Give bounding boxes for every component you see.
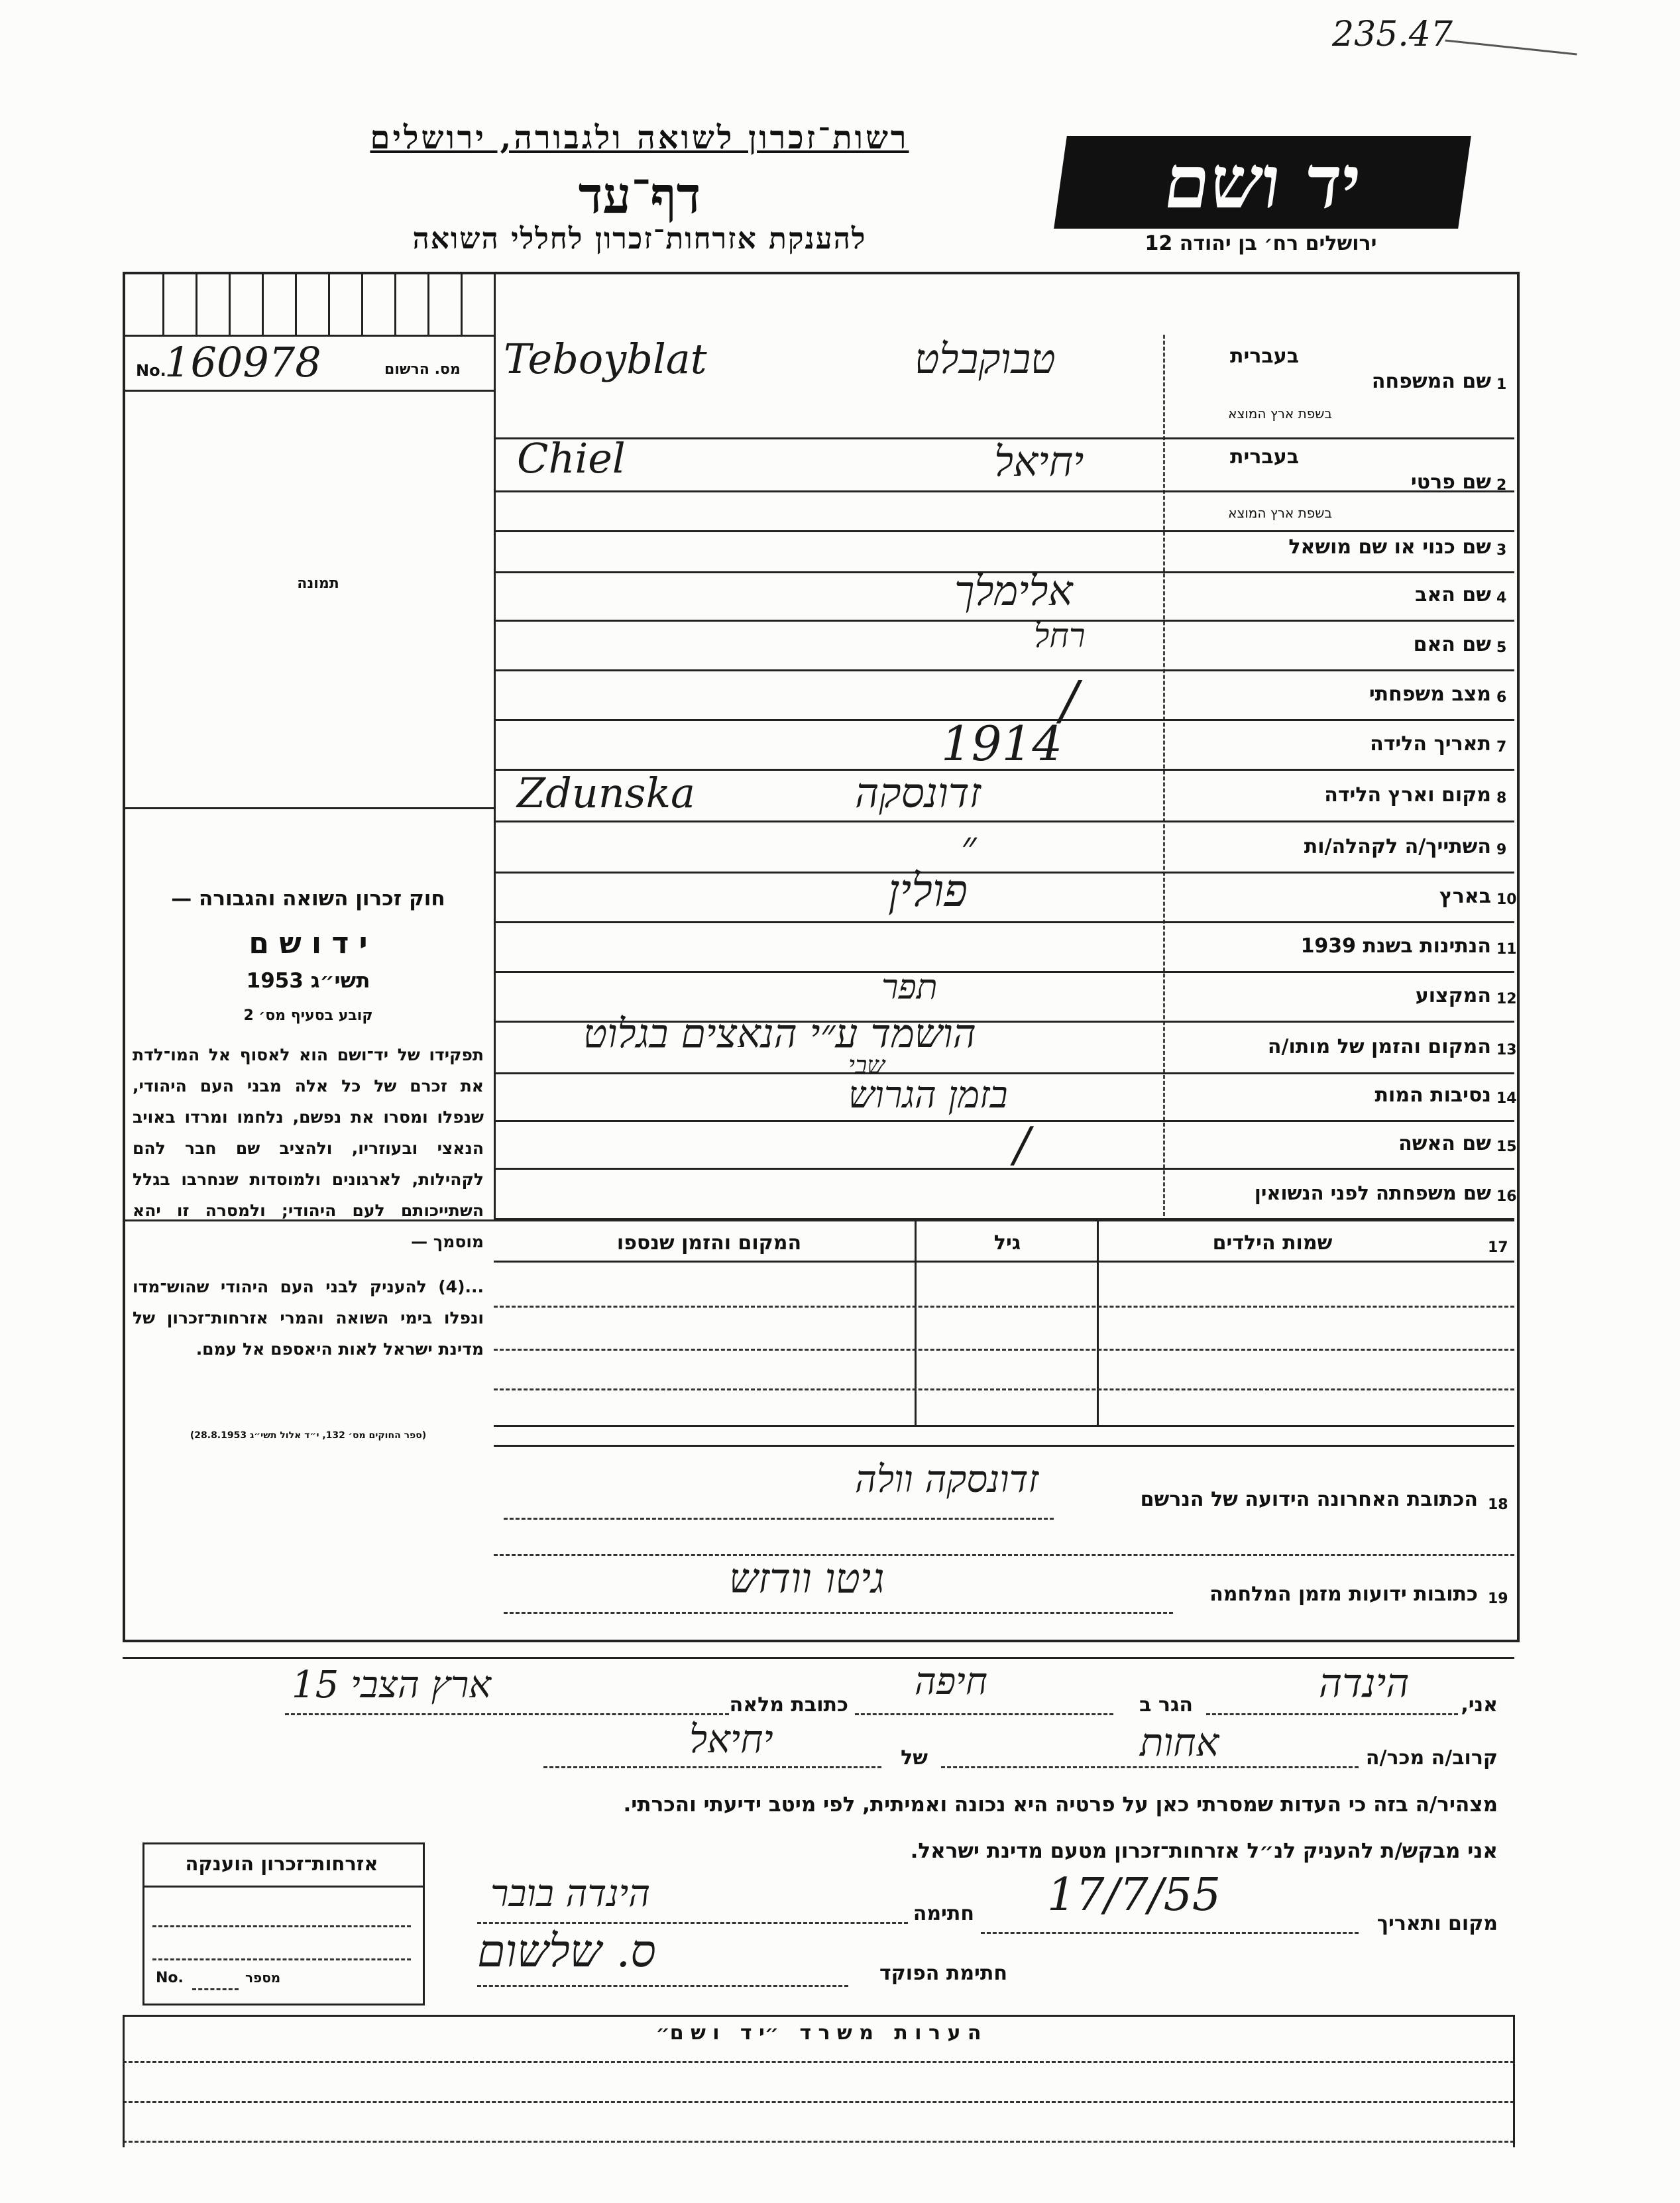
archive-scribble <box>1445 40 1577 56</box>
citizenship-no-label: No. <box>156 1970 184 1986</box>
field-2-value-latin: Chiel <box>517 434 626 482</box>
field-13-label: המקום והזמן של מותו/ה <box>1267 1035 1491 1058</box>
field-4-number: 4 <box>1496 590 1507 606</box>
declarant-relation: אחות <box>1140 1720 1219 1765</box>
children-col-place: המקום והזמן שנספו <box>616 1231 802 1255</box>
field-5-label: שם האם <box>1413 633 1491 656</box>
office-notes-title: ה ע ר ו ת מ ש ר ד ״י ד ו ש ם״ <box>655 2021 981 2045</box>
field-1-value-latin: Teboyblat <box>504 335 707 383</box>
law-clause-ref: קובע בסעיף מס׳ 2 <box>243 1007 373 1024</box>
citizenship-title: אזרחות־זכרון הוענקה <box>185 1852 378 1875</box>
field-6-number: 6 <box>1496 689 1507 706</box>
field-1-value: טבוקבלט <box>915 335 1056 383</box>
logo-address: ירושלים רח׳ בן יהודה 12 <box>1145 232 1377 255</box>
field-12-number: 12 <box>1496 991 1517 1007</box>
field-3-label: שם כנוי או שם מושאל <box>1288 536 1491 559</box>
field-5-number: 5 <box>1496 640 1507 656</box>
signature-value: הינדה בובר <box>490 1872 651 1915</box>
field-7-number: 7 <box>1496 739 1507 756</box>
field-1-label: שם המשפחה <box>1371 370 1491 393</box>
field-15-value: / <box>1014 1117 1031 1172</box>
law-source: (ספר החוקים מס׳ 132, י״ד אלול תשי״ג 28.8.1953) <box>190 1430 427 1441</box>
children-col-age: גיל <box>993 1231 1021 1255</box>
field-1-lang-origin: בשפת ארץ המוצא <box>1228 406 1332 422</box>
field-4-label: שם האב <box>1415 583 1491 606</box>
field-1-lang-hebrew: בעברית <box>1230 345 1299 368</box>
registration-no-label: No. <box>136 361 166 380</box>
field-2-value: יחיאל <box>994 437 1084 486</box>
citizenship-number-label: מספר <box>245 1970 281 1986</box>
field-16-number: 16 <box>1496 1188 1517 1205</box>
declarant-of-name: יחיאל <box>689 1717 773 1762</box>
place-date-label: מקום ותאריך <box>1376 1912 1498 1935</box>
field-13-value-2: שבי <box>848 1050 885 1080</box>
field-2-number: 2 <box>1496 477 1507 494</box>
field-11-label: הנתינות בשנת 1939 <box>1300 934 1491 958</box>
declaration-text: מצהיר/ה בזה כי העדות שמסרתי כאן על פרטיה היא נכונה ואמיתית, לפי מיטב ידיעתי והכרתי. <box>623 1793 1498 1817</box>
declarant-of-label: של <box>901 1746 928 1770</box>
field-2-lang-origin: בשפת ארץ המוצא <box>1228 505 1332 521</box>
field-9-label: השתייך/ה לקהלה/ות <box>1304 835 1491 858</box>
declarant-relative-label: קרוב/ה מכר/ה <box>1365 1746 1498 1770</box>
officer-signature: ס. שלשום <box>477 1925 656 1978</box>
field-14-value: בזמן הגרוש <box>848 1074 1008 1117</box>
field-4-value: אלימלך <box>954 567 1073 615</box>
declarant-name: הינדה <box>1319 1660 1410 1707</box>
header-title: דף־עד <box>578 166 701 225</box>
field-14-label: נסיבות המות <box>1374 1084 1491 1107</box>
field-10-number: 10 <box>1496 891 1517 908</box>
law-year: תשי״ג 1953 <box>246 969 370 993</box>
field-7-label: תאריך הלידה <box>1370 732 1491 756</box>
field-16-label: שם משפחתה לפני הנשואין <box>1254 1182 1491 1204</box>
registration-number: 160978 <box>164 338 321 386</box>
law-paragraph-2: ...(4) להעניק לבני העם היהודי שהוש־מדו ונפלו בימי השואה והמרי אזרחות־זכרון של מדינת ישראל לאות היאספם אל עמם. <box>133 1277 484 1359</box>
officer-label: חתימת הפוקד <box>879 1962 1007 1985</box>
field-12-label: המקצוע <box>1415 984 1491 1007</box>
declarant-city: חיפה <box>915 1660 987 1703</box>
header-authority: רשות־זכרון לשואה ולגבורה, ירושלים <box>370 119 909 156</box>
field-6-label: מצב משפחתי <box>1369 683 1491 706</box>
field-10-value: פולין <box>888 865 968 917</box>
signature-label: חתימה <box>913 1902 974 1925</box>
field-9-value: ״ <box>961 822 977 870</box>
field-13-number: 13 <box>1496 1042 1517 1058</box>
photo-label: תמונה <box>297 575 339 592</box>
field-10-label: בארץ <box>1439 885 1491 908</box>
field-15-number: 15 <box>1496 1139 1517 1155</box>
field-1-number: 1 <box>1496 376 1507 393</box>
field-18-label: הכתובת האחרונה הידועה של הנרשם <box>1140 1488 1478 1511</box>
law-name: י ד ו ש ם <box>249 927 368 960</box>
field-13-value: הושמד ע״י הנאצים בגלוט <box>583 1011 976 1057</box>
field-15-label: שם האשה <box>1398 1132 1491 1155</box>
field-11-number: 11 <box>1496 941 1517 958</box>
date-value: 17/7/55 <box>1047 1869 1221 1921</box>
field-17-number: 17 <box>1488 1239 1508 1256</box>
field-8-value: זדונסקה <box>855 769 981 817</box>
field-18-number: 18 <box>1488 1497 1508 1513</box>
field-18-value: זדונסקה וולה <box>855 1458 1039 1501</box>
field-5-value: רחל <box>1034 616 1086 655</box>
declarant-resides-label: הגר ב <box>1139 1693 1193 1717</box>
field-14-number: 14 <box>1496 1090 1517 1107</box>
field-8-value-latin: Zdunska <box>517 769 695 817</box>
field-8-label: מקום וארץ הלידה <box>1324 783 1491 807</box>
registration-label: מס. הרשום <box>384 361 461 378</box>
field-19-number: 19 <box>1488 1591 1508 1607</box>
law-title: חוק זכרון השואה והגבורה — <box>171 887 445 911</box>
field-7-value: 1914 <box>941 716 1063 771</box>
request-text: אני מבקש/ת להעניק לנ״ל אזרחות־זכרון מטעם מדינת ישראל. <box>910 1839 1498 1863</box>
field-3-number: 3 <box>1496 542 1507 559</box>
header-subtitle: להענקת אזרחות־זכרון לחללי השואה <box>412 222 867 256</box>
archive-number: 235.47 <box>1332 15 1453 54</box>
yad-vashem-logo <box>1054 136 1471 229</box>
field-2-lang-hebrew: בעברית <box>1230 445 1299 469</box>
logo-text: יד ושם <box>1158 139 1367 225</box>
declarant-address-label: כתובת מלאה <box>729 1693 848 1717</box>
field-12-value: תפר <box>881 968 938 1007</box>
field-9-number: 9 <box>1496 842 1507 858</box>
field-6-value: / <box>1060 669 1078 731</box>
children-col-names: שמות הילדים <box>1212 1231 1333 1255</box>
declarant-ani-label: אני, <box>1461 1693 1498 1717</box>
field-19-label: כתובות ידועות מזמן המלחמה <box>1209 1583 1478 1606</box>
field-19-value: גיטו וודזש <box>729 1554 885 1603</box>
law-paragraph-1: תפקידו של יד־ושם הוא לאסוף אל המו־לדת את זכרם של כל אלה מבני העם היהודי, שנפלו ומסרו את נפשם, נלחמו ומרדו באויב הנאצי ובעוזריו, ולהציב שם חבר להם לקהילות, לארגונים ולמוסדות שנחרבו בגלל השתייכותם לעם היהודי; ולמסרה זו יהא מוסמך — <box>133 1045 484 1251</box>
field-2-label: שם פרטי <box>1410 471 1491 494</box>
field-8-number: 8 <box>1496 790 1507 807</box>
declarant-address: ארץ הצבי 15 <box>292 1664 491 1707</box>
